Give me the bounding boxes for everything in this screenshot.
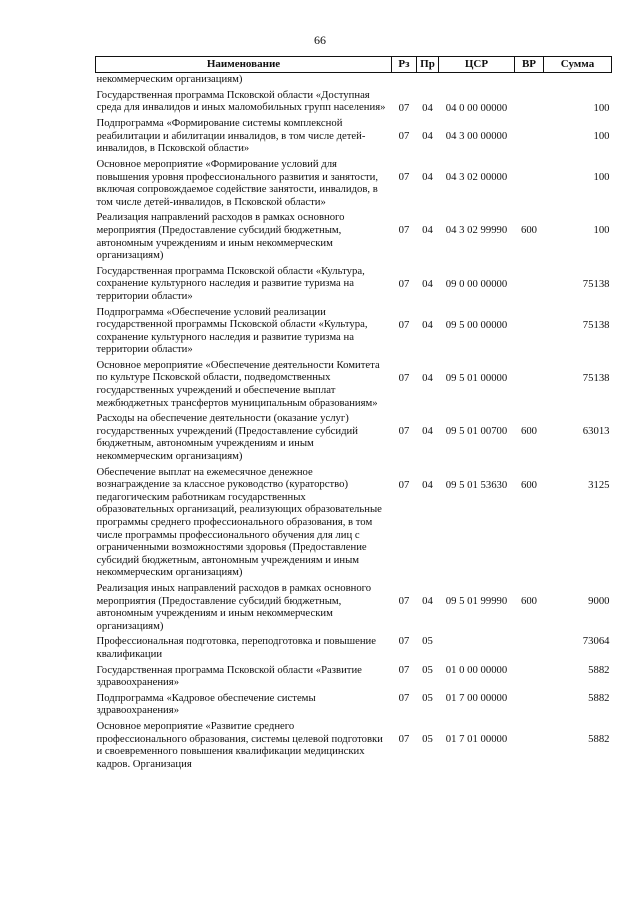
row-csr: 09 5 01 00000: [445, 371, 508, 384]
row-rz: 07: [398, 130, 410, 143]
row-csr: [439, 73, 515, 87]
row-pr: 04: [422, 224, 433, 237]
row-pr: 05: [422, 663, 433, 676]
row-csr: 04 3 02 99990: [445, 224, 508, 237]
row-name: Расходы на обеспечение деятельности (оказание услуг) государственных учреждений (Предоставление субсидий бюджетным, автономным учреждениям и иным некоммерческим организациям): [96, 412, 358, 463]
page-number: 66: [314, 33, 326, 47]
row-rz: 07: [398, 318, 410, 331]
row-csr: 04 3 00 00000: [445, 130, 508, 143]
row-rz: 07: [398, 478, 410, 491]
header-name: Наименование: [96, 57, 392, 73]
row-pr: 04: [422, 277, 433, 290]
row-rz: 07: [398, 224, 410, 237]
row-sum: 5882: [588, 732, 610, 745]
row-name: Реализация направлений расходов в рамках основного мероприятия (Предоставление субсидий бюджетным, автономным учреждениям и иным некоммерческим организациям): [96, 211, 345, 262]
row-name: Подпрограмма «Обеспечение условий реализации государственной программы Псковской области «Культура, сохранение культурного наследия и развитие туризма на территории области»: [96, 305, 368, 356]
row-sum: 63013: [582, 425, 610, 438]
row-pr: [417, 73, 439, 87]
table-row: [96, 304, 612, 357]
row-name: Основное мероприятие «Обеспечение деятельности Комитета по культуре Псковской области, подведомственных государственных учреждений и обеспечение выплат межбюджетных трансфертов муниципальным образованиям»: [96, 358, 380, 409]
row-pr: 04: [422, 594, 433, 607]
row-rz: 07: [398, 691, 410, 704]
row-csr: 01 0 00 00000: [445, 663, 508, 676]
row-name: Основное мероприятие «Развитие среднего профессионального образования, системы целевой подготовки и своевременного повышения квалификации медицинских кадров. Организация: [96, 719, 383, 770]
row-sum: 75138: [582, 371, 610, 384]
row-pr: 04: [422, 371, 433, 384]
row-name: Обеспечение выплат на ежемесячное денежное вознаграждение за классное руководство (кураторство) педагогическим работникам государственных образовательных организаций, реализующих образовательные программы среднего профессионального образования, в том числе программы профессионального обучения для лиц с ограниченными возможностями здоровья (Предоставление субсидий бюджетным, автономным учреждениям и иным некоммерческим организациям): [96, 465, 382, 579]
header-pr: Пр: [417, 57, 439, 73]
row-sum: 75138: [582, 277, 610, 290]
row-sum: 5882: [588, 663, 610, 676]
table-row: [96, 633, 612, 661]
row-pr: 04: [422, 478, 433, 491]
row-csr: 01 7 01 00000: [445, 732, 508, 745]
row-sum: 5882: [588, 691, 610, 704]
row-sum: 100: [593, 130, 610, 143]
row-sum: 9000: [588, 594, 610, 607]
row-name: Основное мероприятие «Формирование условий для повышения уровня профессионального развития и занятости, включая сопровождаемое содействие занятости, инвалидов, в том числе детей-инвалидов, в Псковской области»: [96, 157, 379, 208]
table-row: [96, 115, 612, 156]
row-csr: 09 5 00 00000: [445, 318, 508, 331]
row-vr: [515, 115, 544, 156]
row-name: Подпрограмма «Кадровое обеспечение системы здравоохранения»: [96, 691, 316, 717]
header-rz: Рз: [392, 57, 417, 73]
row-vr: [515, 662, 544, 690]
row-name: Государственная программа Псковской области «Доступная среда для инвалидов и иных маломобильных групп населения»: [96, 88, 386, 114]
row-rz: 07: [398, 635, 410, 648]
table-row: [96, 718, 612, 771]
row-rz: 07: [398, 371, 410, 384]
table-row: [96, 690, 612, 718]
row-vr: 600: [520, 478, 538, 491]
row-csr: 04 0 00 00000: [445, 101, 508, 114]
row-pr: 04: [422, 318, 433, 331]
row-sum: 75138: [582, 318, 610, 331]
row-rz: [392, 73, 417, 87]
table-row: [96, 87, 612, 116]
row-vr: [515, 304, 544, 357]
row-rz: 07: [398, 101, 410, 114]
row-pr: 04: [422, 130, 433, 143]
row-pr: 05: [422, 691, 433, 704]
row-name: Государственная программа Псковской области «Развитие здравоохранения»: [96, 663, 362, 689]
row-rz: 07: [398, 170, 410, 183]
row-pr: 05: [422, 635, 433, 648]
row-csr: [439, 633, 515, 661]
row-csr: 09 5 01 53630: [445, 478, 508, 491]
row-name: некоммерческим организациям): [96, 73, 243, 85]
row-name: Подпрограмма «Формирование системы комплексной реабилитации и абилитации инвалидов, в том числе детей-инвалидов, в Псковской области»: [96, 117, 366, 155]
row-name: Государственная программа Псковской области «Культура, сохранение культурного наследия и развитие туризма на территории области»: [96, 264, 365, 302]
row-vr: [515, 263, 544, 304]
row-sum: 100: [593, 224, 610, 237]
row-rz: 07: [398, 732, 410, 745]
row-csr: 01 7 00 00000: [445, 691, 508, 704]
header-vr: ВР: [515, 57, 544, 73]
row-sum: 100: [593, 170, 610, 183]
row-vr: [515, 156, 544, 209]
row-sum: 3125: [588, 478, 610, 491]
row-pr: 05: [422, 732, 433, 745]
row-vr: [515, 73, 544, 87]
row-csr: 04 3 02 00000: [445, 170, 508, 183]
row-csr: 09 5 01 00700: [445, 425, 508, 438]
row-pr: 04: [422, 170, 433, 183]
row-sum: 100: [593, 101, 610, 114]
table-row: [96, 410, 612, 463]
table-row: [96, 156, 612, 209]
header-sum: Сумма: [544, 57, 612, 73]
row-vr: 600: [520, 425, 538, 438]
table-row: [96, 580, 612, 633]
row-vr: [515, 87, 544, 116]
row-vr: [515, 690, 544, 718]
row-vr: [515, 718, 544, 771]
budget-table: [95, 56, 612, 771]
row-csr: 09 0 00 00000: [445, 277, 508, 290]
table-row: [96, 73, 612, 87]
row-vr: 600: [520, 224, 538, 237]
table-row: [96, 357, 612, 410]
row-pr: 04: [422, 101, 433, 114]
row-rz: 07: [398, 594, 410, 607]
row-rz: 07: [398, 425, 410, 438]
row-vr: 600: [520, 594, 538, 607]
row-rz: 07: [398, 277, 410, 290]
row-name: Профессиональная подготовка, переподготовка и повышение квалификации: [96, 635, 377, 660]
row-sum: 73064: [582, 635, 610, 648]
table-body: [96, 73, 612, 772]
row-csr: 09 5 01 99990: [445, 594, 508, 607]
row-sum: [544, 73, 612, 87]
row-vr: [515, 633, 544, 661]
row-name: Реализация иных направлений расходов в рамках основного мероприятия (Предоставление субсидий бюджетным, автономным учреждениям и иным некоммерческим организациям): [96, 581, 372, 632]
row-rz: 07: [398, 663, 410, 676]
table-row: [96, 209, 612, 262]
table-row: [96, 662, 612, 690]
row-pr: 04: [422, 425, 433, 438]
table-row: [96, 263, 612, 304]
header-csr: ЦСР: [439, 57, 515, 73]
row-vr: [515, 357, 544, 410]
table-header-row: [96, 57, 612, 73]
table-row: [96, 464, 612, 580]
